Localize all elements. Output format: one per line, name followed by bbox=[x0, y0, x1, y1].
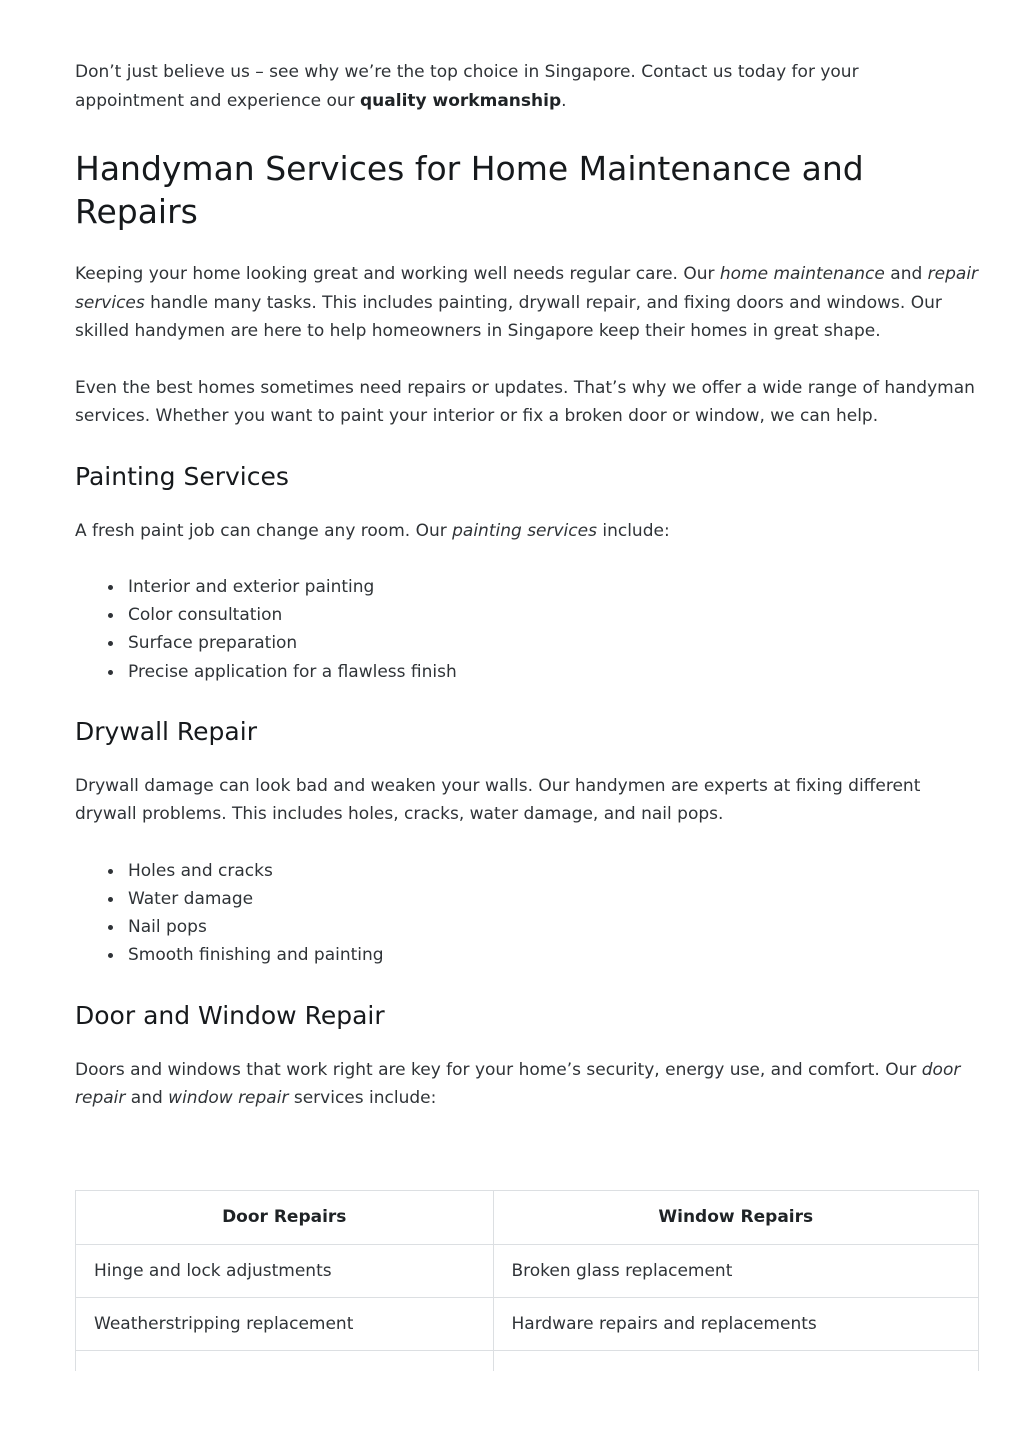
table-cell bbox=[493, 1350, 979, 1371]
table-cell: Broken glass replacement bbox=[493, 1244, 979, 1297]
door-window-repairs-table bbox=[75, 1190, 979, 1371]
list-item: Interior and exterior painting bbox=[128, 573, 980, 601]
table-row bbox=[76, 1297, 979, 1350]
window-repairs-header: Window Repairs bbox=[493, 1191, 979, 1244]
drywall-paragraph: Drywall damage can look bad and weaken your walls. Our handymen are experts at fixing different drywall problems. This includes holes, cracks, water damage, and nail pops. bbox=[75, 775, 921, 825]
door-window-heading: Door and Window Repair bbox=[75, 1000, 385, 1030]
repairs-paragraph: Even the best homes sometimes need repairs or updates. That’s why we offer a wide range of handyman services. Whether you want to paint your interior or fix a broken door or window, we can help. bbox=[75, 377, 975, 426]
list-item: Surface preparation bbox=[128, 629, 980, 657]
quality-workmanship-emphasis: quality workmanship bbox=[360, 90, 562, 111]
main-heading: Handyman Services for Home Maintenance and Repairs bbox=[75, 149, 864, 231]
list-item: Holes and cracks bbox=[128, 857, 980, 885]
list-item: Color consultation bbox=[128, 601, 980, 629]
door-window-paragraph: Doors and windows that work right are key for your home’s security, energy use, and comfort. Our door repair and window repair services include: bbox=[75, 1059, 961, 1109]
painting-paragraph: A fresh paint job can change any room. Our painting services include: bbox=[75, 520, 670, 541]
table-cell: Hinge and lock adjustments bbox=[76, 1244, 493, 1297]
table-cell bbox=[76, 1350, 493, 1371]
table-cell: Hardware repairs and replacements bbox=[493, 1297, 979, 1350]
maintenance-paragraph: Keeping your home looking great and working well needs regular care. Our home maintenance and repair services handle many tasks. This includes painting, drywall repair, and fixing doors and windows. Our skilled handymen are here to help homeowners in Singapore keep their homes in great shape. bbox=[75, 264, 979, 341]
table-cell: Weatherstripping replacement bbox=[76, 1297, 493, 1350]
table-header-row bbox=[76, 1191, 979, 1244]
list-item: Water damage bbox=[128, 885, 980, 913]
list-item: Nail pops bbox=[128, 913, 980, 941]
drywall-heading: Drywall Repair bbox=[75, 716, 257, 746]
table-row bbox=[76, 1244, 979, 1297]
drywall-list bbox=[75, 857, 980, 970]
list-item: Precise application for a flawless finish bbox=[128, 658, 980, 686]
article-content bbox=[75, 58, 980, 1113]
painting-heading: Painting Services bbox=[75, 461, 289, 491]
intro-paragraph: Don’t just believe us – see why we’re the top choice in Singapore. Contact us today for your appointment and experience our quality workmanship. bbox=[75, 62, 859, 111]
door-repairs-header: Door Repairs bbox=[76, 1191, 493, 1244]
painting-list bbox=[75, 573, 980, 686]
list-item: Smooth finishing and painting bbox=[128, 941, 980, 969]
table-row bbox=[76, 1350, 979, 1371]
